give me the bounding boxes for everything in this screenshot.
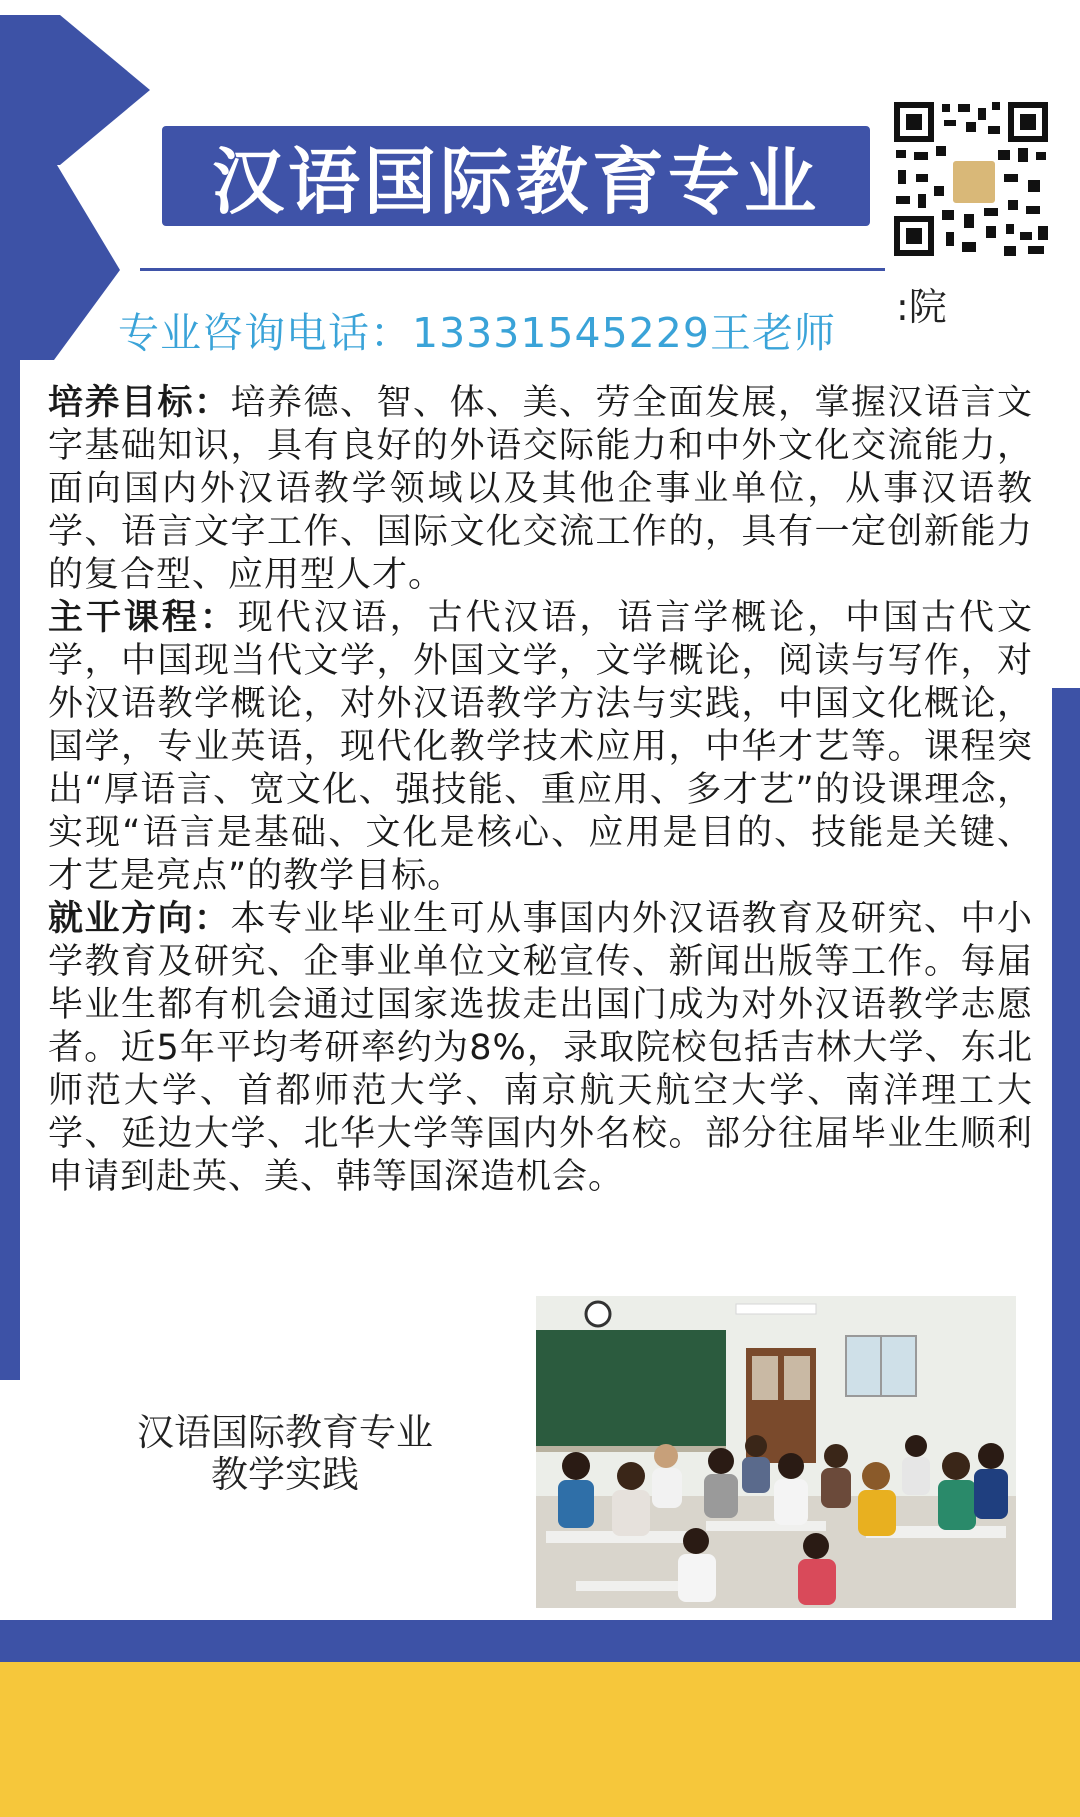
decor-bottom-yellow [0,1662,1080,1817]
section-label: 就业方向： [48,899,231,939]
caption-line-1: 汉语国际教育专业 [137,1411,433,1454]
decor-bottom-band [0,1620,1080,1662]
decor-right-bar [1052,688,1080,1628]
section-goals [48,382,1033,597]
section-text: 现代汉语，古代汉语，语言学概论，中国古代文学，中国现当代文学，外国文学，文学概论，阅读与写作，对外汉语教学概论，对外汉语教学方法与实践，中国文化概论，国学，专业英语，现代化教学技术应用，中华才艺等。课程突出“厚语言、宽文化、强技能、重应用、多才艺”的设课理念，实现“语言是基础、文化是核心、应用是目的、技能是关键、才艺是亮点”的教学目标。 [48,598,1033,896]
content-body [48,382,1033,1199]
page-title: 汉语国际教育专业 [211,140,820,224]
decor-chevron-top [0,15,150,165]
qr-code-icon [888,96,1054,262]
classroom-photo [536,1296,1016,1608]
title-banner [162,126,870,226]
section-employment [48,898,1033,1199]
title-divider [140,268,885,271]
consult-phone: 专业咨询电话：13331545229王老师 [118,309,836,357]
decor-left-bar [0,300,20,1380]
photo-caption [110,1412,460,1496]
section-text: 培养德、智、体、美、劳全面发展，掌握汉语言文字基础知识，具有良好的外语交际能力和中外文化交流能力，面向国内外汉语教学领域以及其他企事业单位，从事汉语教学、语言文字工作、国际文化交流工作的，具有一定创新能力的复合型、应用型人才。 [48,383,1033,595]
caption-line-2: 教学实践 [211,1453,359,1496]
section-label: 主干课程： [48,598,238,638]
section-label: 培养目标： [48,383,231,423]
qr-logo [950,158,998,206]
qr-caption-partial: :院 [896,285,947,329]
classroom-illustration [536,1296,1016,1608]
section-text: 本专业毕业生可从事国内外汉语教育及研究、中小学教育及研究、企事业单位文秘宣传、新闻出版等工作。每届毕业生都有机会通过国家选拔走出国门成为对外汉语教学志愿者。近5年平均考研率约为8%，录取院校包括吉林大学、东北师范大学、首都师范大学、南京航天航空大学、南洋理工大学、延边大学、北华大学等国内外名校。部分往届毕业生顺利申请到赴英、美、韩等国深造机会。 [48,899,1033,1197]
section-courses [48,597,1033,898]
